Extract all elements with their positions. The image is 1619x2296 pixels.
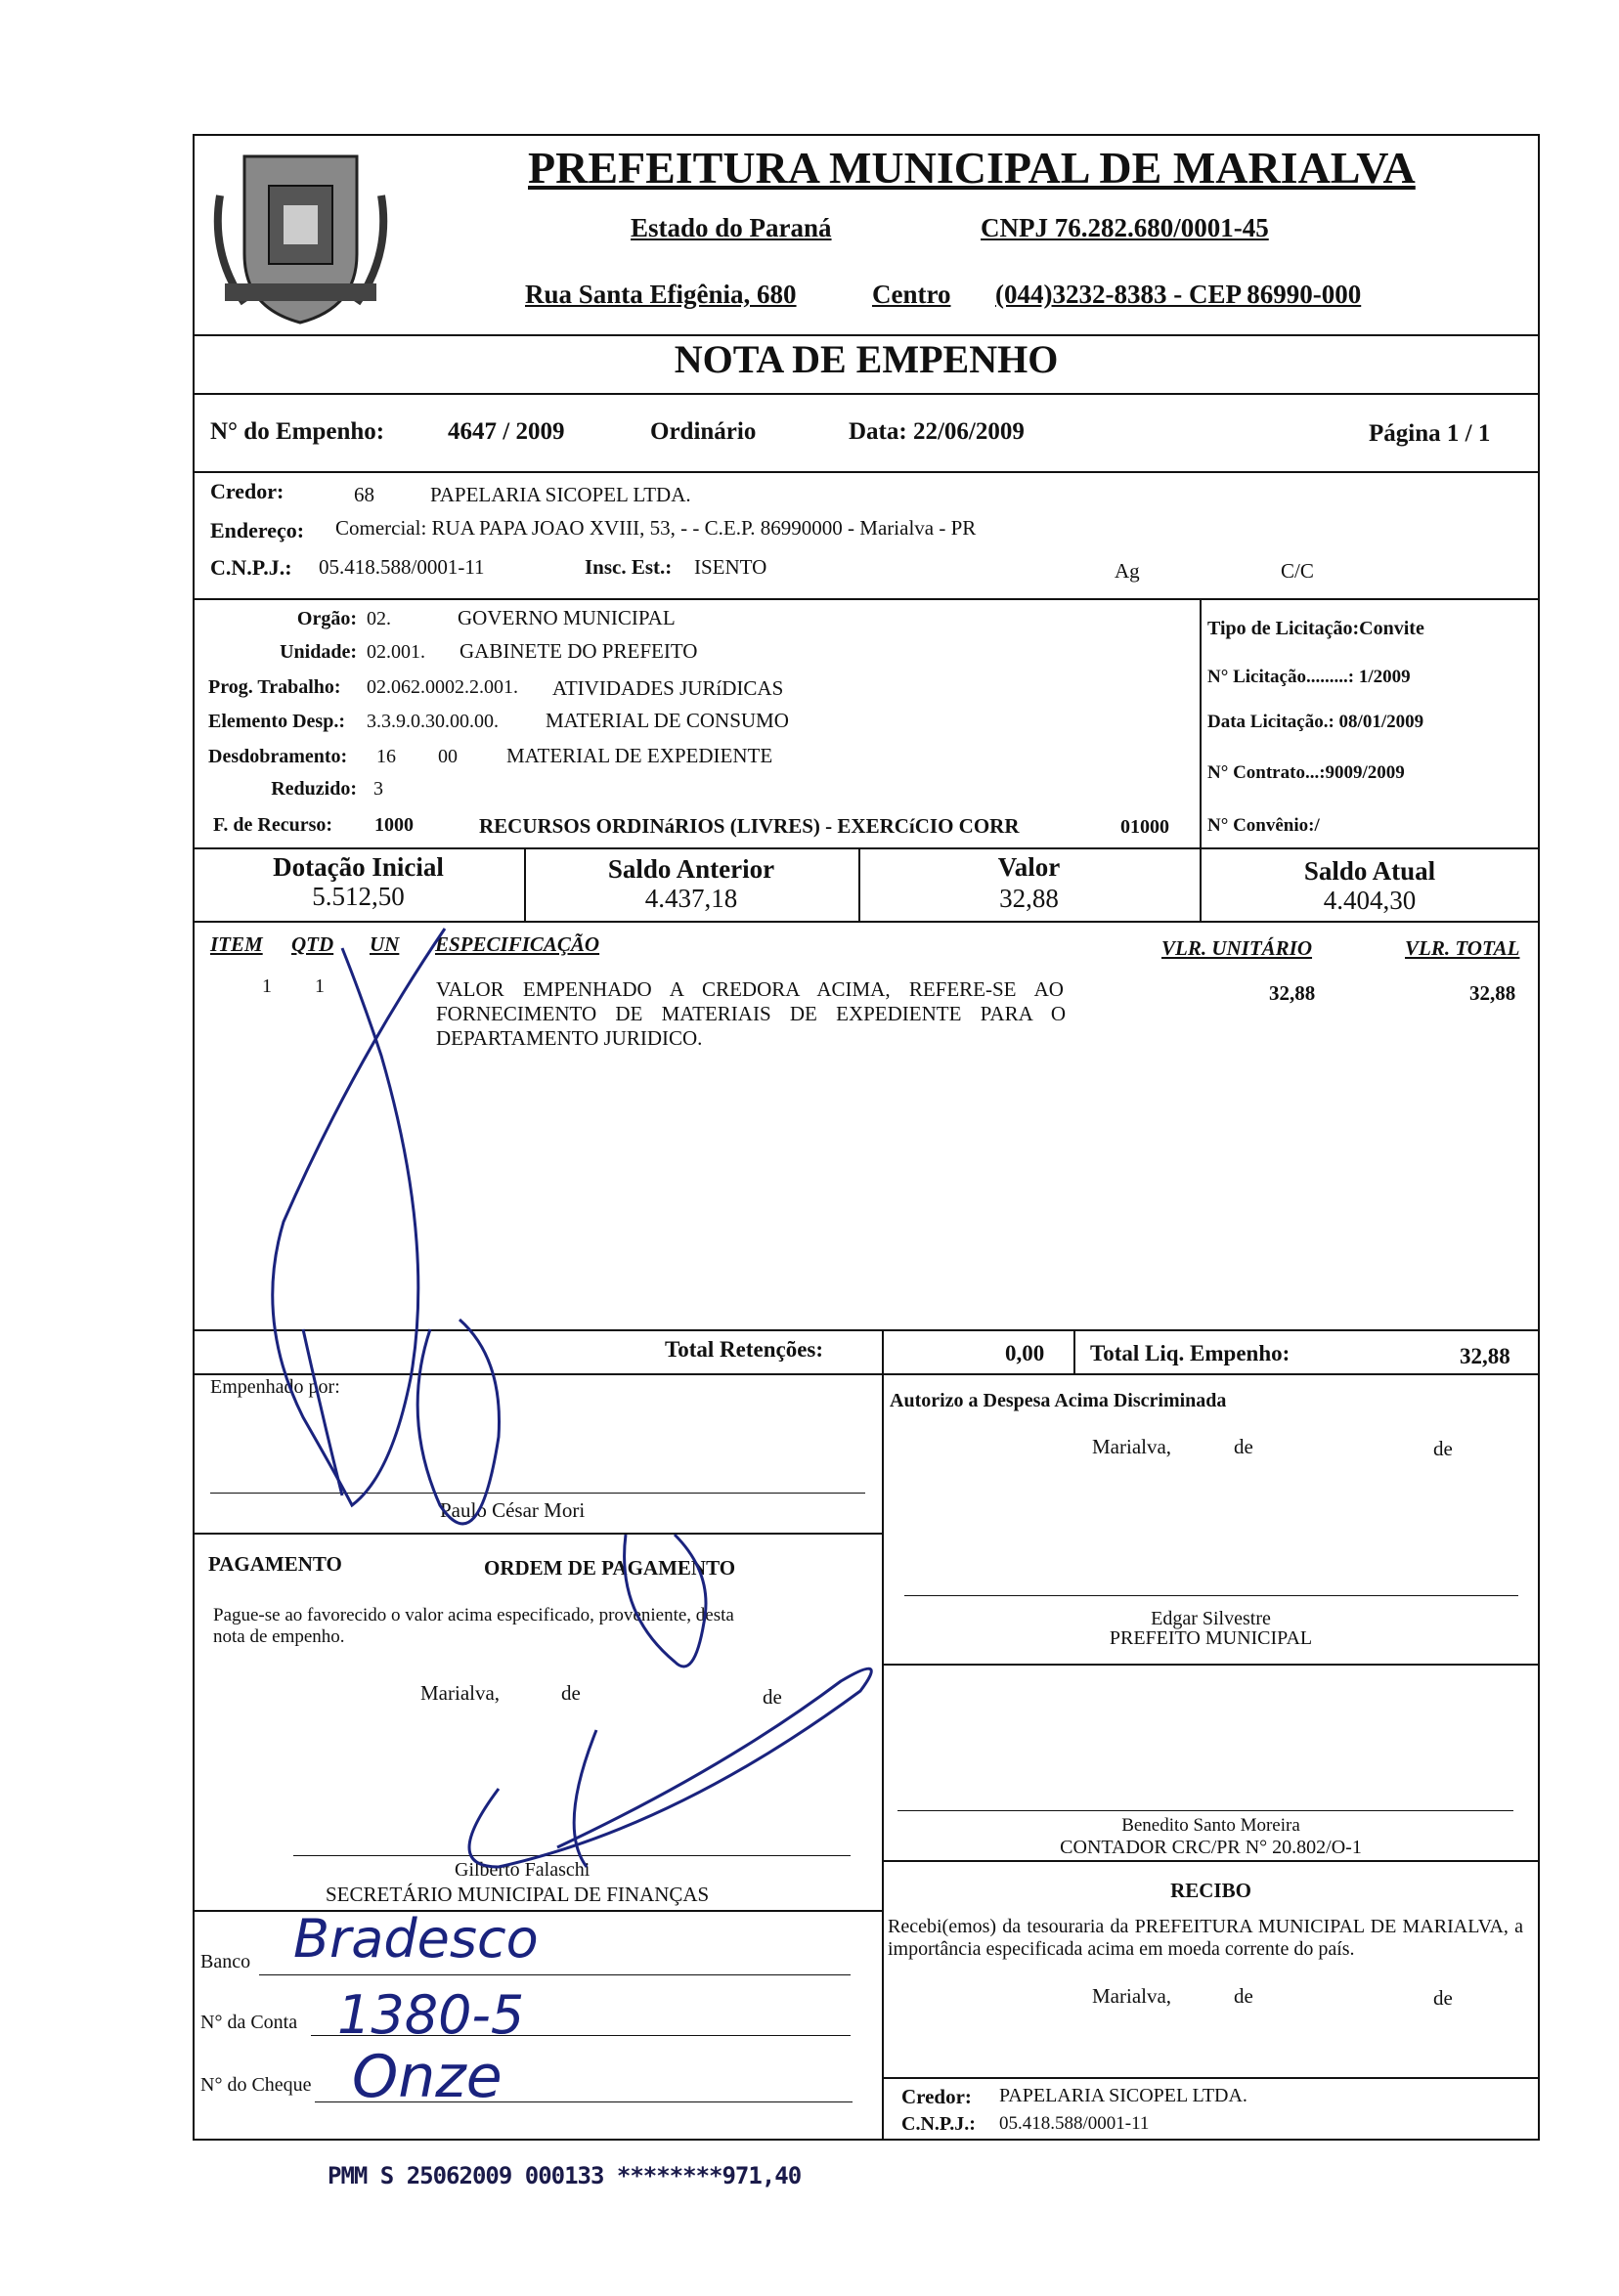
cnpj-label: C.N.P.J.:: [210, 555, 292, 580]
reduzido-value: 3: [373, 778, 383, 800]
recibo-credor-label: Credor:: [901, 2085, 972, 2108]
marialva-1: Marialva,: [1092, 1435, 1172, 1458]
footer-stamp: PMM S 25062009 000133 ********971,40: [328, 2162, 802, 2189]
contrato-numero: N° Contrato...:9009/2009: [1207, 762, 1405, 783]
empenho-type: Ordinário: [650, 418, 757, 445]
de-3a: de: [1234, 1984, 1253, 2008]
recurso-code: 1000: [374, 814, 414, 836]
divider: [1073, 1329, 1075, 1373]
conta-label: N° da Conta: [200, 2012, 298, 2033]
de-1a: de: [1234, 1435, 1253, 1458]
total-liquido-value: 32,88: [1460, 1344, 1510, 1368]
ordem-pagamento-label: ORDEM DE PAGAMENTO: [484, 1556, 736, 1580]
orgao-code: 02.: [367, 608, 391, 629]
autorizo-label: Autorizo a Despesa Acima Discriminada: [890, 1390, 1227, 1411]
total-retencoes-value: 0,00: [1005, 1341, 1045, 1365]
divider: [882, 1860, 1540, 1862]
de-2a: de: [561, 1681, 581, 1705]
item-spec-line1: VALOR EMPENHADO A CREDORA ACIMA, REFERE-SE AO: [436, 977, 1064, 1001]
col-unit-value: VLR. UNITÁRIO: [1161, 936, 1313, 960]
prog-label: Prog. Trabalho:: [208, 676, 341, 698]
divider: [193, 471, 1540, 473]
valor-label: Valor: [997, 852, 1061, 882]
cheque-handwritten: Onze: [352, 2043, 503, 2111]
banco-handwritten: Bradesco: [293, 1908, 539, 1970]
unidade-code: 02.001.: [367, 641, 425, 663]
banco-label: Banco: [200, 1951, 251, 1972]
paulo-name: Paulo César Mori: [440, 1498, 586, 1522]
edgar-name: Edgar Silvestre: [1151, 1608, 1271, 1629]
orgao-name: GOVERNO MUNICIPAL: [458, 606, 676, 629]
benedito-name: Benedito Santo Moreira: [1121, 1815, 1300, 1836]
valor-value: 32,88: [999, 884, 1059, 913]
divider: [193, 598, 1540, 600]
licitacao-numero: N° Licitação.........: 1/2009: [1207, 667, 1411, 687]
col-especificacao: ESPECIFICAÇÃO: [435, 932, 600, 956]
cnpj-header: CNPJ 76.282.680/0001-45: [981, 213, 1269, 242]
credor-code: 68: [354, 483, 374, 506]
address-header: Rua Santa Efigênia, 680: [525, 280, 797, 309]
credor-label: Credor:: [210, 479, 284, 503]
secretario-title: SECRETÁRIO MUNICIPAL DE FINANÇAS: [326, 1883, 710, 1906]
saldo-anterior-label: Saldo Anterior: [607, 854, 775, 884]
pagamento-label: PAGAMENTO: [208, 1552, 342, 1576]
desdobramento-label: Desdobramento:: [208, 746, 348, 767]
item-spec-line2: FORNECIMENTO DE MATERIAIS DE EXPEDIENTE PARA O: [436, 1002, 1067, 1025]
handwritten-signature: [264, 909, 929, 1896]
address-label: Endereço:: [210, 518, 305, 542]
pague-text-2: nota de empenho.: [213, 1626, 345, 1647]
state-name: Estado do Paraná: [631, 213, 832, 242]
phone-cep-header: (044)3232-8383 - CEP 86990-000: [995, 280, 1362, 309]
saldo-atual-label: Saldo Atual: [1303, 856, 1436, 886]
elemento-code: 3.3.9.0.30.00.00.: [367, 711, 499, 732]
recibo-text: Recebi(emos) da tesouraria da PREFEITURA MUNICIPAL DE MARIALVA, a importância especificada acima em moeda corrente do país.: [888, 1916, 1523, 1960]
agency-label: Ag: [1115, 559, 1140, 583]
empenho-date: Data: 22/06/2009: [849, 418, 1025, 445]
contador-title: CONTADOR CRC/PR N° 20.802/O-1: [1060, 1837, 1362, 1858]
recurso-fonte: 01000: [1120, 816, 1169, 838]
empenho-number-label: N° do Empenho:: [210, 418, 385, 445]
conta-handwritten: 1380-5: [337, 1984, 525, 2046]
page-number: Página 1 / 1: [1369, 420, 1491, 447]
empenhado-por-label: Empenhado por:: [210, 1376, 340, 1398]
prog-code: 02.062.0002.2.001.: [367, 676, 518, 698]
cheque-label: N° do Cheque: [200, 2074, 312, 2096]
col-un: UN: [370, 932, 400, 956]
de-1b: de: [1433, 1437, 1453, 1460]
signature-line: [897, 1810, 1513, 1811]
recibo-cnpj-value: 05.418.588/0001-11: [999, 2113, 1150, 2134]
divider: [882, 1664, 1540, 1666]
saldo-atual-value: 4.404,30: [1323, 886, 1417, 915]
document-title: NOTA DE EMPENHO: [674, 337, 1059, 381]
col-qtd: QTD: [291, 932, 334, 956]
divider: [1200, 598, 1202, 847]
item-unit-value: 32,88: [1269, 981, 1316, 1005]
municipality-title: PREFEITURA MUNICIPAL DE MARIALVA: [528, 143, 1416, 193]
recibo-cnpj-label: C.N.P.J.:: [901, 2113, 976, 2135]
col-item: ITEM: [210, 932, 263, 956]
divider: [882, 2077, 1540, 2079]
gilberto-name: Gilberto Falaschi: [455, 1859, 591, 1881]
signature-line: [904, 1595, 1518, 1596]
dotacao-value: 5.512,50: [312, 882, 405, 911]
orgao-label: Orgão:: [296, 608, 357, 629]
licitacao-data: Data Licitação.: 08/01/2009: [1207, 712, 1424, 732]
reduzido-label: Reduzido:: [271, 778, 357, 800]
desdobramento-a: 16: [376, 746, 396, 767]
prefeito-title: PREFEITO MUNICIPAL: [1109, 1627, 1313, 1649]
elemento-label: Elemento Desp.:: [208, 711, 345, 732]
saldo-anterior-value: 4.437,18: [644, 884, 738, 913]
de-2b: de: [763, 1685, 782, 1709]
recibo-credor-name: PAPELARIA SICOPEL LTDA.: [999, 2085, 1247, 2106]
banco-line: [259, 1974, 851, 1975]
total-liquido-label: Total Liq. Empenho:: [1090, 1341, 1291, 1365]
account-label: C/C: [1281, 559, 1314, 583]
col-total-value: VLR. TOTAL: [1405, 936, 1520, 960]
desdobramento-b: 00: [438, 746, 458, 767]
credor-cnpj: 05.418.588/0001-11: [319, 555, 485, 579]
unidade-label: Unidade:: [280, 641, 357, 663]
dotacao-label: Dotação Inicial: [273, 852, 444, 882]
recurso-name: RECURSOS ORDINáRIOS (LIVRES) - EXERCíCIO CORR: [479, 814, 1020, 838]
item-spec-line3: DEPARTAMENTO JURIDICO.: [436, 1026, 703, 1050]
unidade-name: GABINETE DO PREFEITO: [459, 639, 698, 663]
marialva-3: Marialva,: [1092, 1984, 1172, 2008]
pague-text: Pague-se ao favorecido o valor acima especificado, proveniente, desta: [213, 1605, 734, 1625]
recurso-label: F. de Recurso:: [213, 814, 333, 836]
licitacao-tipo: Tipo de Licitação:Convite: [1207, 618, 1424, 639]
marialva-2: Marialva,: [420, 1681, 501, 1705]
insc-value: ISENTO: [694, 555, 767, 579]
total-retencoes-label: Total Retenções:: [665, 1337, 824, 1362]
district-header: Centro: [872, 280, 951, 309]
recibo-title: RECIBO: [1170, 1879, 1251, 1902]
prog-name: ATIVIDADES JURíDICAS: [552, 676, 784, 700]
empenho-number: 4647 / 2009: [448, 418, 565, 445]
insc-label: Insc. Est.:: [585, 555, 673, 579]
convenio-numero: N° Convênio:/: [1207, 815, 1320, 836]
item-total-value: 32,88: [1469, 981, 1516, 1005]
divider: [193, 847, 1540, 849]
desdobramento-name: MATERIAL DE EXPEDIENTE: [506, 744, 773, 767]
de-3b: de: [1433, 1986, 1453, 2010]
divider: [193, 393, 1540, 395]
credor-name: PAPELARIA SICOPEL LTDA.: [430, 483, 691, 506]
elemento-name: MATERIAL DE CONSUMO: [546, 709, 789, 732]
item-number: 1: [262, 975, 272, 997]
coat-of-arms-logo: [205, 137, 396, 332]
item-quantity: 1: [315, 975, 325, 997]
credor-address: Comercial: RUA PAPA JOAO XVIII, 53, - - C.E.P. 86990000 - Marialva - PR: [335, 516, 977, 540]
